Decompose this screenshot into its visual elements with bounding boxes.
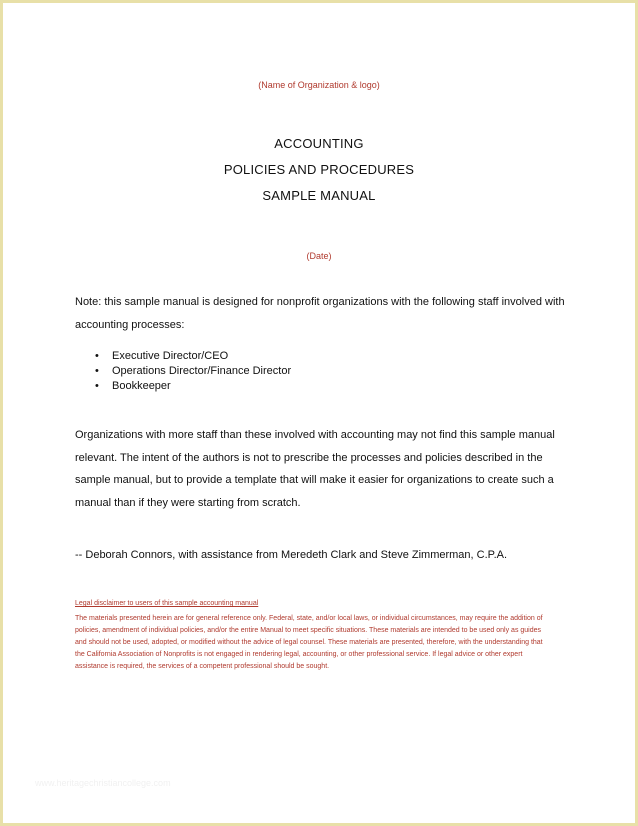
document-page	[3, 3, 635, 823]
date-placeholder: (Date)	[306, 251, 332, 261]
attribution-line: -- Deborah Connors, with assistance from Meredeth Clark and Steve Zimmerman, C.P.A.	[75, 549, 508, 561]
list-item-label: Executive Director/CEO	[112, 350, 229, 362]
list-item	[95, 349, 291, 364]
title-line-3: SAMPLE MANUAL	[262, 188, 376, 203]
list-item	[95, 379, 291, 394]
disclaimer-heading: Legal disclaimer to users of this sample accounting manual	[75, 600, 259, 607]
list-item-label: Bookkeeper	[112, 380, 171, 392]
note-paragraph: Note: this sample manual is designed for nonprofit organizations with the following staff involved with accounting processes:	[75, 296, 565, 331]
bullet-icon: •	[95, 350, 99, 362]
list-item	[95, 364, 291, 379]
body-paragraph: Organizations with more staff than these involved with accounting may not find this sample manual relevant. The intent of the authors is not to prescribe the processes and policies described in the sample manual, but to provide a template that will make it easier for organizations to create such a manual than if they were starting from scratch.	[75, 429, 555, 509]
bullet-icon: •	[95, 365, 99, 377]
document-title	[3, 131, 635, 209]
bullet-icon: •	[95, 380, 99, 392]
staff-list	[95, 349, 291, 394]
watermark-text: www.heritagechristiancollege.com	[35, 778, 171, 788]
list-item-label: Operations Director/Finance Director	[112, 365, 292, 377]
disclaimer-text: The materials presented herein are for general reference only. Federal, state, and/or local laws, or individual circumstances, may require the addition of policies, amendment of individual policies, and/or the entire Manual to meet specific situations. These materials are intended to be used only as guides and should not be used, adopted, or modified without the advice of legal counsel. These materials are presented, therefore, with the understanding that the California Association of Nonprofits is not engaged in rendering legal, accounting, or other professional service. If legal advice or other expert assistance is required, the services of a competent professional should be sought.	[75, 615, 543, 670]
organization-placeholder: (Name of Organization & logo)	[258, 80, 380, 90]
title-line-1: ACCOUNTING	[274, 136, 364, 151]
title-line-2: POLICIES AND PROCEDURES	[223, 162, 415, 177]
